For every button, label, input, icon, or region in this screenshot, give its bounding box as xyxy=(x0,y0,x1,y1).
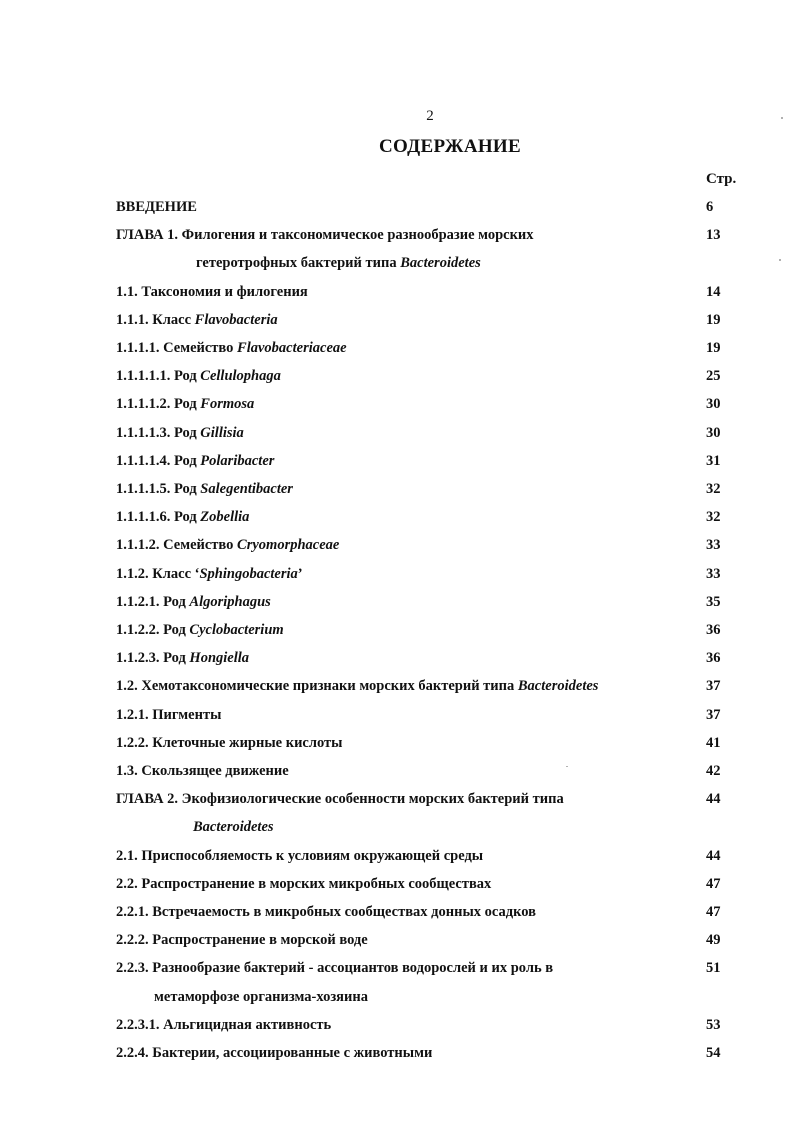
toc-entry xyxy=(116,760,746,782)
toc-entry-page: 47 xyxy=(706,904,721,920)
toc-entry xyxy=(116,675,746,697)
toc-entry-label xyxy=(116,619,284,641)
toc-entry-text: метаморфозе организма-хозяина xyxy=(154,989,368,1005)
toc-entry-label xyxy=(116,788,564,810)
toc-entry xyxy=(116,845,746,867)
toc-entry-text: Род xyxy=(170,396,201,412)
toc-entry-page: 31 xyxy=(706,453,721,469)
toc-entry-taxon: Salegentibacter xyxy=(200,481,293,497)
toc-entry-number: 1.1.1.1.4. xyxy=(116,453,171,469)
toc-entry-text: Род xyxy=(170,481,201,497)
toc-entry xyxy=(116,534,746,556)
toc-entry-page: 36 xyxy=(706,622,721,638)
toc-entry-text: Экофизиологические особенности морских бактерий типа xyxy=(178,791,564,807)
toc-entry-page: 32 xyxy=(706,509,721,525)
toc-entry-page: 14 xyxy=(706,284,721,300)
toc-entry xyxy=(116,365,746,387)
toc-entry-taxon: Bacteroidetes xyxy=(517,678,599,694)
scan-speck xyxy=(779,259,781,261)
toc-entry xyxy=(116,1042,746,1064)
toc-entry-label xyxy=(154,986,368,1008)
toc-entry-label xyxy=(116,309,278,331)
toc-entry-text: Род xyxy=(170,368,201,384)
toc-entry-taxon: Cyclobacterium xyxy=(189,622,284,638)
toc-entry-page: 44 xyxy=(706,848,721,864)
toc-entry-number: ГЛАВА 1. xyxy=(116,227,179,243)
toc-entry xyxy=(116,281,746,303)
toc-entry-page: 6 xyxy=(706,199,714,215)
page-title: СОДЕРЖАНИЕ xyxy=(379,136,521,157)
toc-entry-number: 1.2. xyxy=(116,678,138,694)
toc-entry-label xyxy=(193,816,274,838)
toc-entry-taxon: Cryomorphaceae xyxy=(237,537,340,553)
toc-entry-label xyxy=(116,1042,432,1064)
toc-entry-number: 1.1.1.1.6. xyxy=(116,509,171,525)
toc-entry-label xyxy=(116,760,289,782)
toc-entry-label xyxy=(116,675,598,697)
toc-entry-suffix: ’ xyxy=(297,566,303,582)
toc-entry-taxon: Flavobacteria xyxy=(194,312,278,328)
toc-entry-page: 19 xyxy=(706,312,721,328)
toc-entry-taxon: Polaribacter xyxy=(200,453,275,469)
toc-entry-number: 1.1.2.3. xyxy=(116,650,160,666)
toc-entry-label xyxy=(116,393,254,415)
toc-entry-number: 2.2.1. xyxy=(116,904,149,920)
toc-entry xyxy=(116,957,746,979)
toc-entry xyxy=(116,704,746,726)
toc-entry-text: Хемотаксономические признаки морских бактерий типа xyxy=(137,678,518,694)
toc-entry-text: Распространение в морских микробных сообществах xyxy=(137,876,492,892)
toc-entry-page: 33 xyxy=(706,537,721,553)
toc-entry-number: 1.1.1.2. xyxy=(116,537,160,553)
toc-entry-text: Род xyxy=(159,650,190,666)
toc-entry-page: 30 xyxy=(706,425,721,441)
toc-entry-text: Распространение в морской воде xyxy=(148,932,368,948)
toc-entry xyxy=(116,196,746,218)
toc-entry-number: 1.3. xyxy=(116,763,138,779)
toc-entry-label xyxy=(196,252,481,274)
toc-entry-number: 1.1.1.1.5. xyxy=(116,481,171,497)
toc-entry-text: Семейство xyxy=(159,340,238,356)
toc-entry-label xyxy=(116,365,281,387)
toc-entry xyxy=(116,873,746,895)
toc-entry-page: 53 xyxy=(706,1017,721,1033)
toc-entry-text: Встречаемость в микробных сообществах донных осадков xyxy=(148,904,536,920)
toc-entry-page: 30 xyxy=(706,396,721,412)
toc-entry-page: 25 xyxy=(706,368,721,384)
toc-entry-text: Разнообразие бактерий - ассоциантов водорослей и их роль в xyxy=(148,960,554,976)
toc-entry-taxon: Zobellia xyxy=(200,509,250,525)
toc-entry-page: 37 xyxy=(706,707,721,723)
toc-entry-page: 32 xyxy=(706,481,721,497)
toc-entry-page: 41 xyxy=(706,735,721,751)
toc-entry-page: 19 xyxy=(706,340,721,356)
toc-entry-text: Род xyxy=(170,425,201,441)
toc-entry-text: Род xyxy=(159,594,190,610)
toc-entry-text: Филогения и таксономическое разнообразие морских xyxy=(178,227,534,243)
toc-entry-taxon: Sphingobacteria xyxy=(199,566,298,582)
toc-entry-text: Приспособляемость к условиям окружающей среды xyxy=(137,848,484,864)
toc-entry-page: 35 xyxy=(706,594,721,610)
toc-entry-number: 2.1. xyxy=(116,848,138,864)
toc-entry-text: гетеротрофных бактерий типа xyxy=(196,255,401,271)
toc-entry-number: 1.1.1.1.1. xyxy=(116,368,171,384)
toc-entry-number: ВВЕДЕНИЕ xyxy=(116,199,197,215)
toc-entry-text: Класс ‘ xyxy=(148,566,200,582)
page-number: 2 xyxy=(426,108,434,124)
toc-entry-text: Альгицидная активность xyxy=(159,1017,332,1033)
toc-entry-text: Пигменты xyxy=(148,707,222,723)
toc-entry-label xyxy=(116,591,271,613)
toc-entry xyxy=(116,478,746,500)
toc-entry xyxy=(116,986,746,1008)
toc-entry xyxy=(116,591,746,613)
toc-entry-number: 1.1.1.1.2. xyxy=(116,396,171,412)
toc-entry xyxy=(116,929,746,951)
toc-entry-number: 1.1. xyxy=(116,284,138,300)
toc-entry-label xyxy=(116,845,483,867)
toc-entry-number: 1.2.2. xyxy=(116,735,149,751)
toc-entry-text: Таксономия и филогения xyxy=(137,284,308,300)
toc-entry-label xyxy=(116,647,249,669)
toc-entry-number: 2.2.3.1. xyxy=(116,1017,160,1033)
toc-entry-label xyxy=(116,196,197,218)
toc-entry-number: 1.1.1. xyxy=(116,312,149,328)
toc-entry xyxy=(116,224,746,246)
toc-entry-label xyxy=(116,1014,331,1036)
toc-entry-number: 1.1.2.2. xyxy=(116,622,160,638)
toc-entry-number: 2.2. xyxy=(116,876,138,892)
toc-entry-taxon: Formosa xyxy=(200,396,255,412)
toc-entry xyxy=(116,393,746,415)
toc-entry-text: Класс xyxy=(148,312,195,328)
toc-entry xyxy=(116,450,746,472)
toc-entry-page: 42 xyxy=(706,763,721,779)
toc-entry-number: 2.2.4. xyxy=(116,1045,149,1061)
toc-entry-label xyxy=(116,929,368,951)
toc-entry-taxon: Algoriphagus xyxy=(189,594,271,610)
toc-entry-taxon: Bacteroidetes xyxy=(193,819,274,835)
toc-entry-number: 1.2.1. xyxy=(116,707,149,723)
toc-entry xyxy=(116,422,746,444)
toc-entry xyxy=(116,647,746,669)
toc-entry-label xyxy=(116,704,221,726)
toc-entry-number: 1.1.1.1. xyxy=(116,340,160,356)
toc-entry-number: 1.1.1.1.3. xyxy=(116,425,171,441)
toc-entry-page: 33 xyxy=(706,566,721,582)
toc-entry-page: 49 xyxy=(706,932,721,948)
scan-speck xyxy=(566,766,568,767)
toc-entry-number: 2.2.2. xyxy=(116,932,149,948)
toc-entry xyxy=(116,506,746,528)
toc-entry xyxy=(116,563,746,585)
pages-column-header: Стр. xyxy=(706,171,737,187)
toc-entry-text: Семейство xyxy=(159,537,238,553)
toc-entry-page: 13 xyxy=(706,227,721,243)
toc-entry xyxy=(116,732,746,754)
toc-entry xyxy=(116,816,746,838)
toc-entry-label xyxy=(116,337,347,359)
toc-entry xyxy=(116,1014,746,1036)
toc-entry-taxon: Bacteroidetes xyxy=(400,255,481,271)
toc-entry-page: 51 xyxy=(706,960,721,976)
toc-entry xyxy=(116,619,746,641)
toc-entry-number: ГЛАВА 2. xyxy=(116,791,179,807)
toc-entry-taxon: Gillisia xyxy=(200,425,244,441)
toc-entry-label xyxy=(116,957,553,979)
toc-entry-taxon: Cellulophaga xyxy=(200,368,281,384)
toc-entry-label xyxy=(116,506,249,528)
toc-entry-text: Род xyxy=(170,453,201,469)
scan-speck xyxy=(781,117,783,119)
toc-entry-taxon: Flavobacteriaceae xyxy=(237,340,347,356)
toc-entry-label xyxy=(116,450,274,472)
toc-entry xyxy=(116,901,746,923)
toc-entry-label xyxy=(116,873,491,895)
toc-entry-label xyxy=(116,534,339,556)
toc-entry-text: Клеточные жирные кислоты xyxy=(148,735,343,751)
toc-entry-page: 37 xyxy=(706,678,721,694)
toc-entry-label xyxy=(116,732,343,754)
toc-entry-number: 1.1.2.1. xyxy=(116,594,160,610)
toc-entry-text: Род xyxy=(170,509,201,525)
toc-entry xyxy=(116,309,746,331)
toc-entry-text: Скользящее движение xyxy=(137,763,289,779)
toc-entry-label xyxy=(116,901,536,923)
toc-entry-page: 36 xyxy=(706,650,721,666)
toc-entry-label xyxy=(116,281,308,303)
toc-entry-label xyxy=(116,478,293,500)
toc-entry-number: 1.1.2. xyxy=(116,566,149,582)
toc-entry-taxon: Hongiella xyxy=(189,650,250,666)
toc-entry xyxy=(116,788,746,810)
toc-entry-page: 54 xyxy=(706,1045,721,1061)
toc-entry-page: 47 xyxy=(706,876,721,892)
toc-entry-number: 2.2.3. xyxy=(116,960,149,976)
toc-entry-label xyxy=(116,422,244,444)
toc-entry-label xyxy=(116,224,534,246)
toc-entry xyxy=(116,252,746,274)
toc-entry xyxy=(116,337,746,359)
toc-entry-page: 44 xyxy=(706,791,721,807)
toc-entry-label xyxy=(116,563,303,585)
toc-entry-text: Бактерии, ассоциированные с животными xyxy=(148,1045,433,1061)
toc-entry-text: Род xyxy=(159,622,190,638)
